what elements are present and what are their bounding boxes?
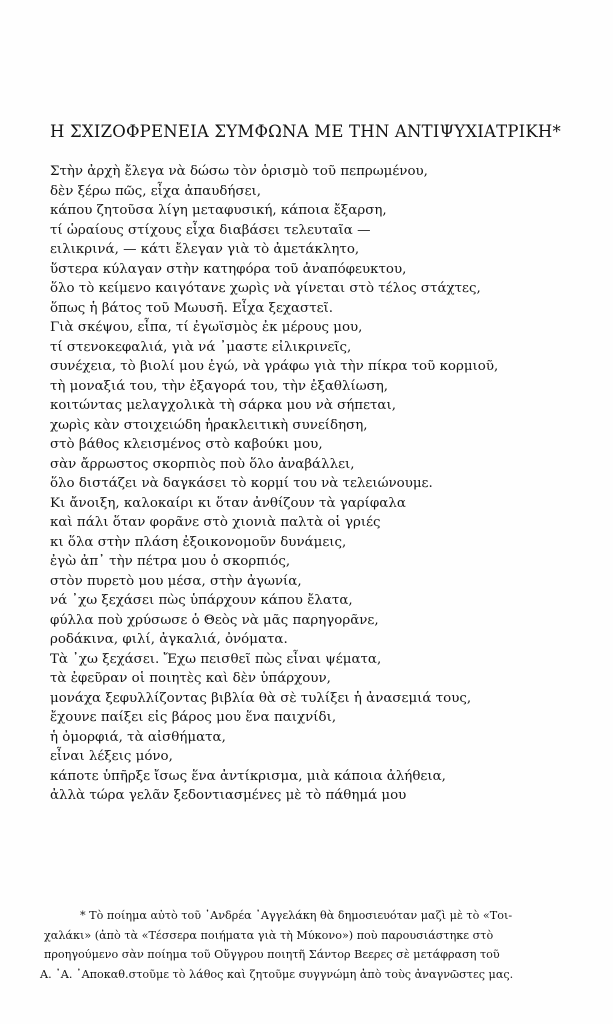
- poem-line: ἡ ὀμορφιά, τὰ αἰσθήματα,: [50, 729, 226, 745]
- poem-line: ἐγὼ ἀπ᾿ τὴν πέτρα μου ὁ σκορπιός,: [50, 554, 291, 569]
- poem-line: φύλλα ποὺ χρύσωσε ὁ Θεὸς νὰ μᾶς παρηγορᾶνε,: [50, 612, 379, 628]
- poem-title: Η ΣΧΙΖΟΦΡΕΝΕΙΑ ΣΥΜΦΩΝΑ ΜΕ ΤΗΝ ΑΝΤΙΨΥΧΙΑΤΡΙΚΗ*: [50, 122, 561, 141]
- poem-line: ὅπως ἡ βάτος τοῦ Μωυσῆ. Εἶχα ξεχαστεῖ.: [50, 300, 334, 316]
- poem-line: ὕστερα κύλαγαν στὴν κατηφόρα τοῦ ἀναπόφευκτου,: [50, 261, 407, 277]
- footnote-line: * Τὸ ποίημα αὐτὸ τοῦ ᾿Ανδρέα ᾿Αγγελάκη θὰ δημοσιευόταν μαζὶ μὲ τὸ «Τοι-: [80, 909, 513, 922]
- poem-line: ὅλο τὸ κείμενο καιγότανε χωρὶς νὰ γίνεται στὸ τέλος στάχτες,: [50, 281, 481, 296]
- footnote: [40, 906, 592, 984]
- poem-line: νά ᾿χω ξεχάσει πὼς ὑπάρχουν κάπου ἔλατα,: [50, 593, 353, 608]
- footnote-line: χαλάκι» (ἀπὸ τὰ «Τέσσερα ποιήματα γιὰ τὴ Μύκονο») ποὺ παρουσιάστηκε στὸ: [44, 928, 494, 942]
- poem-line: σὰν ἄρρωστος σκορπιὸς ποὺ ὅλο ἀναβάλλει,: [50, 456, 355, 472]
- poem-line: κι ὅλα στὴν πλάση ἐξοικονομοῦν δυνάμεις,: [50, 534, 347, 550]
- poem-line: ὅλο διστάζει νὰ δαγκάσει τὸ κορμί του νὰ τελειώνουμε.: [50, 476, 433, 491]
- poem-body: [50, 162, 605, 806]
- poem-line: κάποτε ὑπῆρξε ἴσως ἕνα ἀντίκρισμα, μιὰ κάποια ἀλήθεια,: [50, 768, 446, 784]
- footnote-line: Α. ᾿Α. ᾿Αποκαθ.στοῦμε τὸ λάθος καὶ ζητοῦμε συγγνώμη ἀπὸ τοὺς ἀναγνῶστες μας.: [40, 967, 514, 981]
- poem-line: ἀλλὰ τώρα γελᾶν ξεδοντιασμένες μὲ τὸ πάθημά μου: [50, 788, 407, 803]
- poem-line: ειλικρινά, — κάτι ἔλεγαν γιὰ τὸ ἀμετάκλητο,: [50, 242, 360, 257]
- poem-line: χωρὶς κὰν στοιχειώδη ἡρακλειτικὴ συνείδηση,: [50, 417, 368, 433]
- poem-line: δὲν ξέρω πῶς, εἶχα ἀπαυδήσει,: [50, 183, 262, 199]
- poem-line: κάπου ζητοῦσα λίγη μεταφυσική, κάποια ἔξαρση,: [50, 203, 387, 218]
- poem-line: Κι ἄνοιξη, καλοκαίρι κι ὅταν ἀνθίζουν τὰ γαρίφαλα: [50, 495, 406, 511]
- poem-line: τὰ ἐφεῦραν οἱ ποιητὲς καὶ δὲν ὑπάρχουν,: [50, 671, 331, 686]
- poem-line: καὶ πάλι ὅταν φορᾶνε στὸ χιονιὰ παλτὰ οἱ γριές: [50, 515, 381, 530]
- poem-line: τὴ μοναξιά του, τὴν ἐξαγορά του, τὴν ἐξαθλίωση,: [50, 378, 389, 394]
- poem-line: μονάχα ξεφυλλίζοντας βιβλία θὰ σὲ τυλίξει ἡ ἀνασεμιά τους,: [50, 690, 472, 706]
- poem-line: στὸν πυρετὸ μου μέσα, στὴν ἀγωνία,: [50, 573, 302, 589]
- poem-line: Στὴν ἀρχὴ ἔλεγα νὰ δώσω τὸν ὁρισμὸ τοῦ πεπρωμένου,: [50, 164, 428, 179]
- poem-line: ροδάκινα, φιλί, ἀγκαλιά, ὀνόματα.: [50, 632, 288, 647]
- poem-line: Τὰ ᾿χω ξεχάσει. Ἔχω πεισθεῖ πὼς εἶναι ψέματα,: [50, 651, 382, 667]
- poem-line: κοιτώντας μελαγχολικὰ τὴ σάρκα μου νὰ σήπεται,: [50, 398, 396, 413]
- poem-line: συνέχεια, τὸ βιολί μου ἐγώ, νὰ γράφω γιὰ τὴν πίκρα τοῦ κορμιοῦ,: [50, 359, 499, 374]
- poem-line: εἶναι λέξεις μόνο,: [50, 749, 173, 764]
- poem-line: ἔχουνε παίξει εἰς βάρος μου ἕνα παιχνίδι,: [50, 710, 337, 725]
- poem-line: Γιὰ σκέψου, εἶπα, τί ἐγωϊσμὸς ἐκ μέρους μου,: [50, 320, 363, 335]
- poem-line: τί στενοκεφαλιά, γιὰ νά ᾿μαστε εἰλικρινεῖς,: [50, 339, 352, 355]
- poem-line: στὸ βάθος κλεισμένος στὸ καβούκι μου,: [50, 437, 323, 452]
- footnote-line: προηγούμενο σὰν ποίημα τοῦ Οὔγγρου ποιητῆ Σάντορ Βεερες σὲ μετάφραση τοῦ: [44, 948, 500, 961]
- poem-line: τί ὡραίους στίχους εἶχα διαβάσει τελευταῖα —: [50, 222, 371, 238]
